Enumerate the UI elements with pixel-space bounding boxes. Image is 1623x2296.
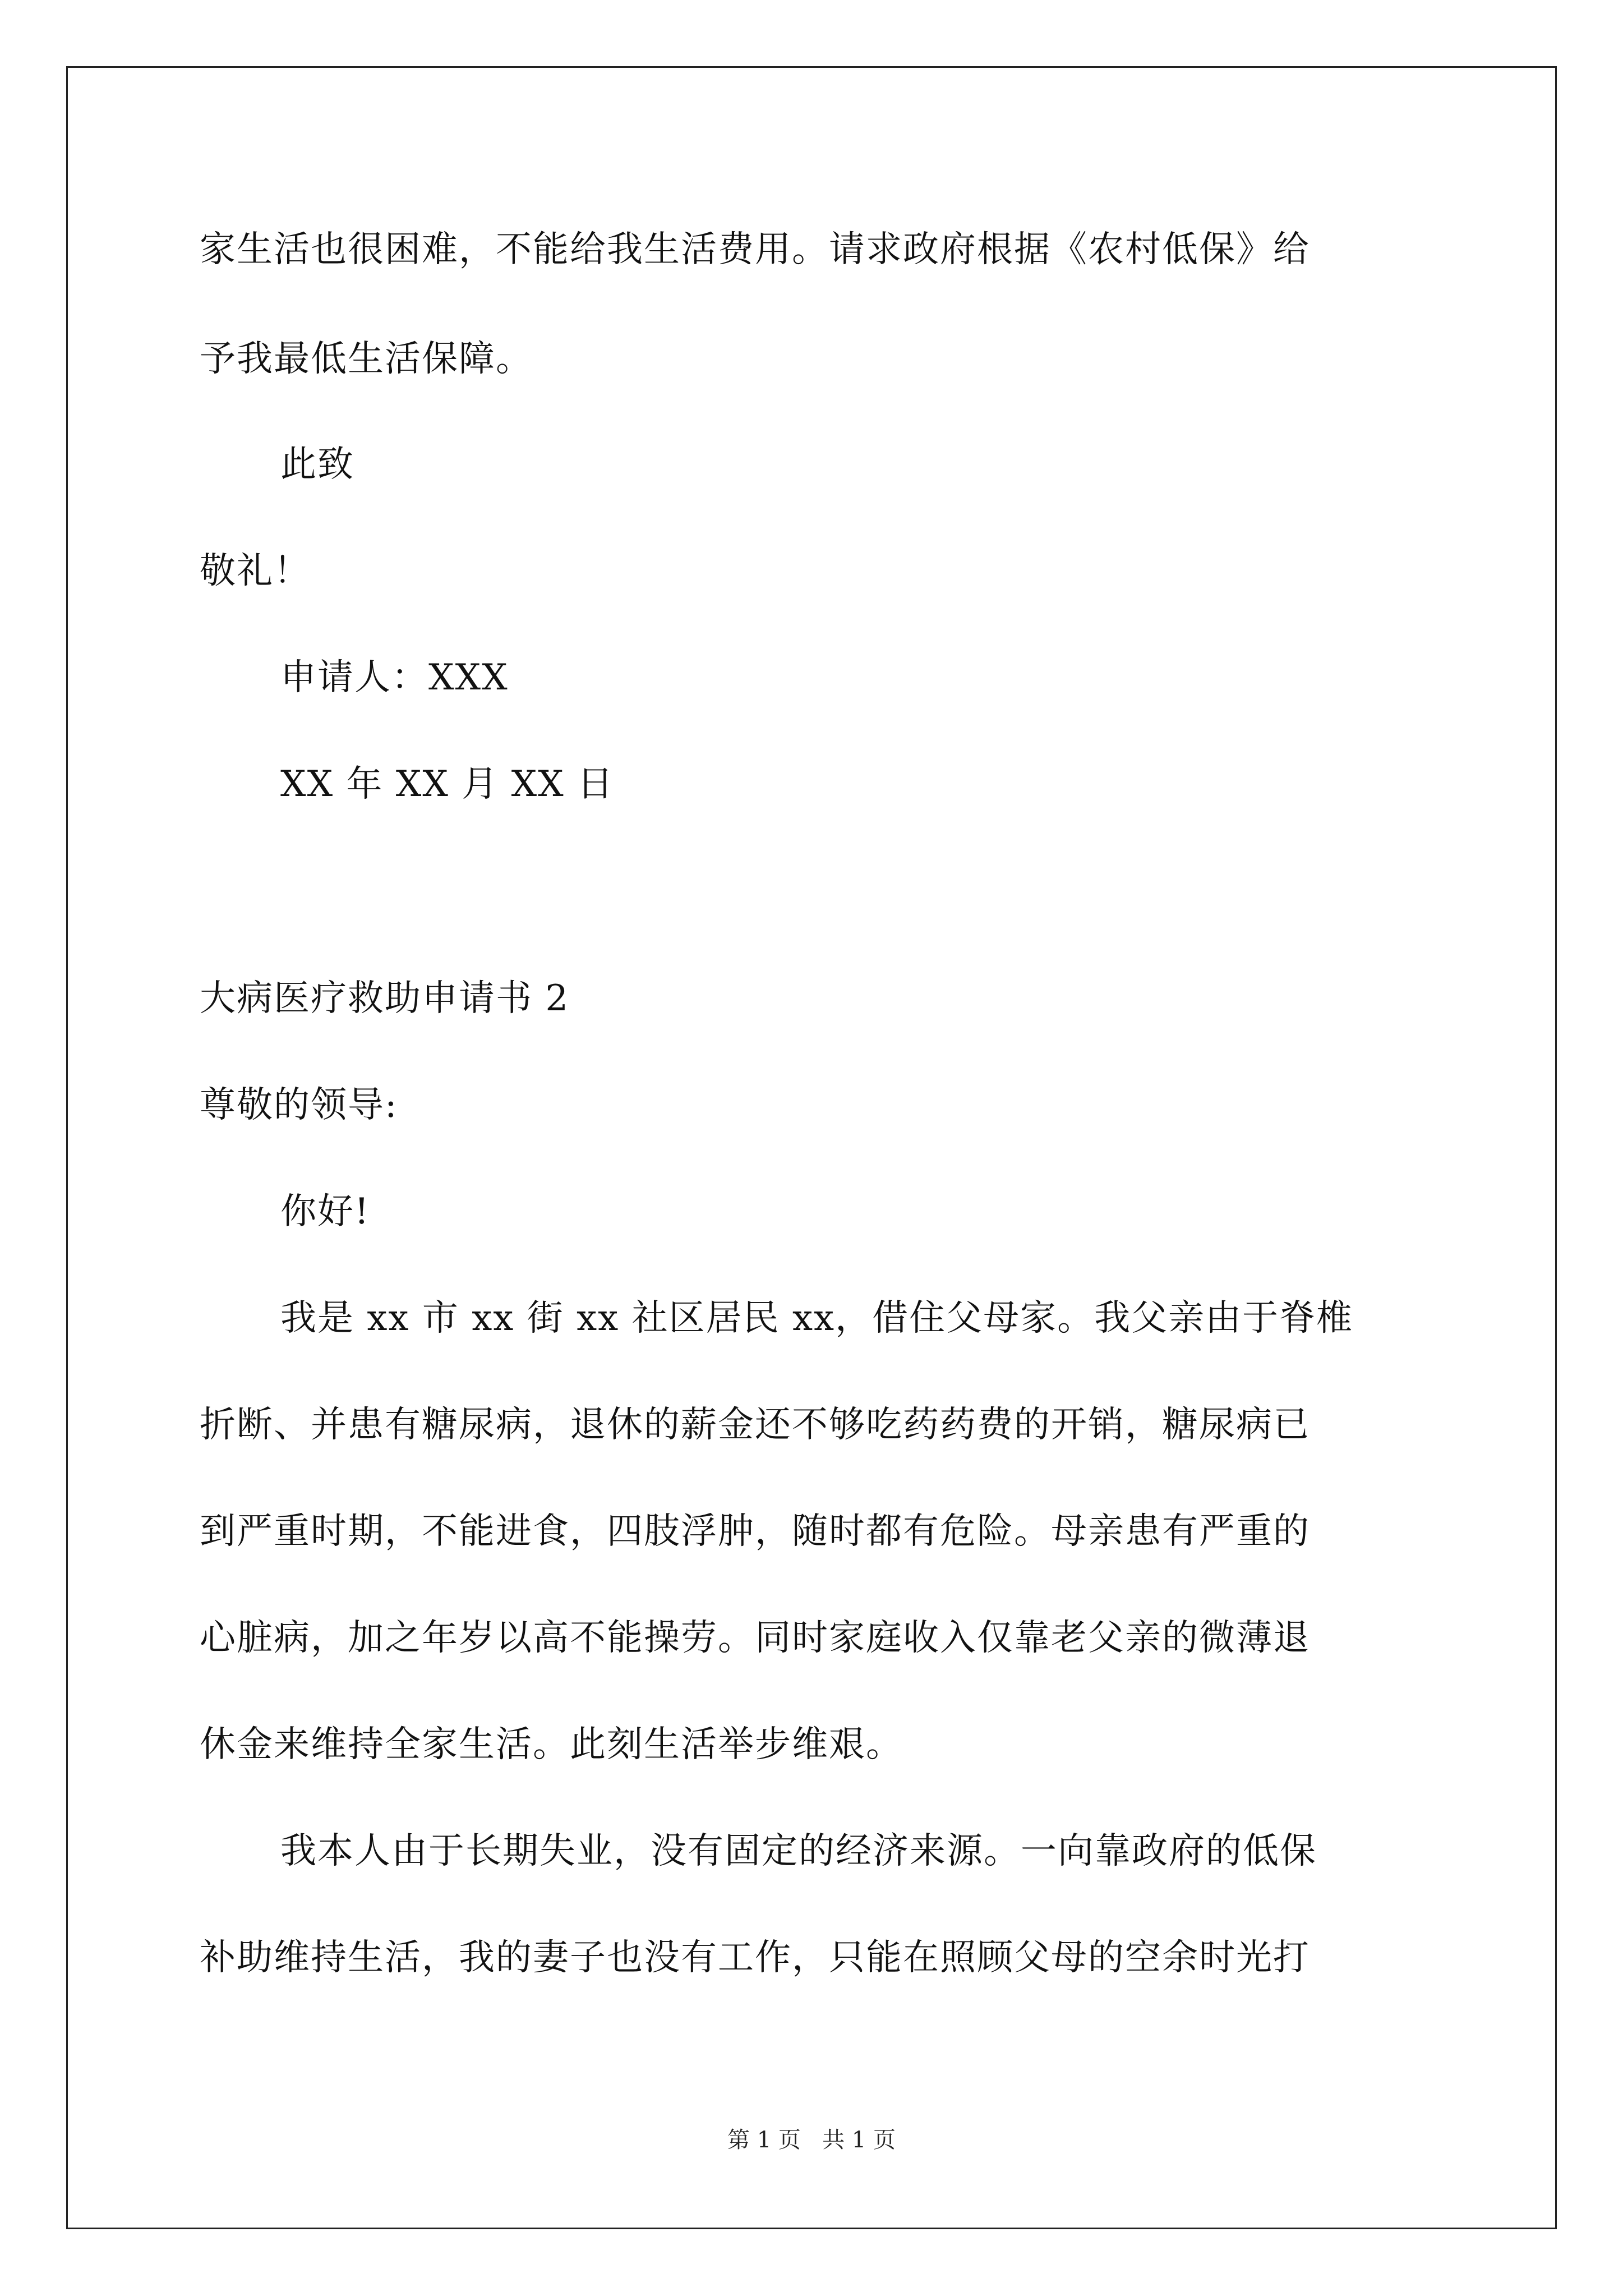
closing-respect: 敬礼！ xyxy=(200,550,311,592)
date-line: XX 年 XX 月 XX 日 xyxy=(280,763,615,805)
applicant-line: 申请人：XXX xyxy=(280,657,509,698)
paragraph-line: 补助维持生活，我的妻子也没有工作，只能在照顾父母的空余时光打 xyxy=(200,1937,1310,1978)
body-line-2: 予我最低生活保障。 xyxy=(200,338,533,380)
page-border xyxy=(66,66,1557,2229)
page-footer: 第 1 页 共 1 页 xyxy=(727,2127,896,2153)
paragraph-line: 心脏病，加之年岁以高不能操劳。同时家庭收入仅靠老父亲的微薄退 xyxy=(200,1617,1310,1659)
paragraph-line: 我本人由于长期失业，没有固定的经济来源。一向靠政府的低保 xyxy=(280,1830,1317,1872)
greeting-line: 尊敬的领导: xyxy=(200,1084,398,1126)
body-line-1: 家生活也很困难，不能给我生活费用。请求政府根据《农村低保》给 xyxy=(200,229,1310,270)
paragraph-line: 到严重时期，不能进食，四肢浮肿，随时都有危险。母亲患有严重的 xyxy=(200,1511,1310,1552)
paragraph-line: 我是 xx 市 xx 街 xx 社区居民 xx，借住父母家。我父亲由于脊椎 xyxy=(280,1297,1354,1339)
paragraph-line: 折断、并患有糖尿病，退休的薪金还不够吃药药费的开销，糖尿病已 xyxy=(200,1404,1310,1446)
closing-salutation: 此致 xyxy=(280,444,354,485)
paragraph-line: 休金来维持全家生活。此刻生活举步维艰。 xyxy=(200,1724,903,1765)
hello-line: 你好! xyxy=(280,1191,370,1232)
section-title: 大病医疗救助申请书 2 xyxy=(200,978,570,1019)
